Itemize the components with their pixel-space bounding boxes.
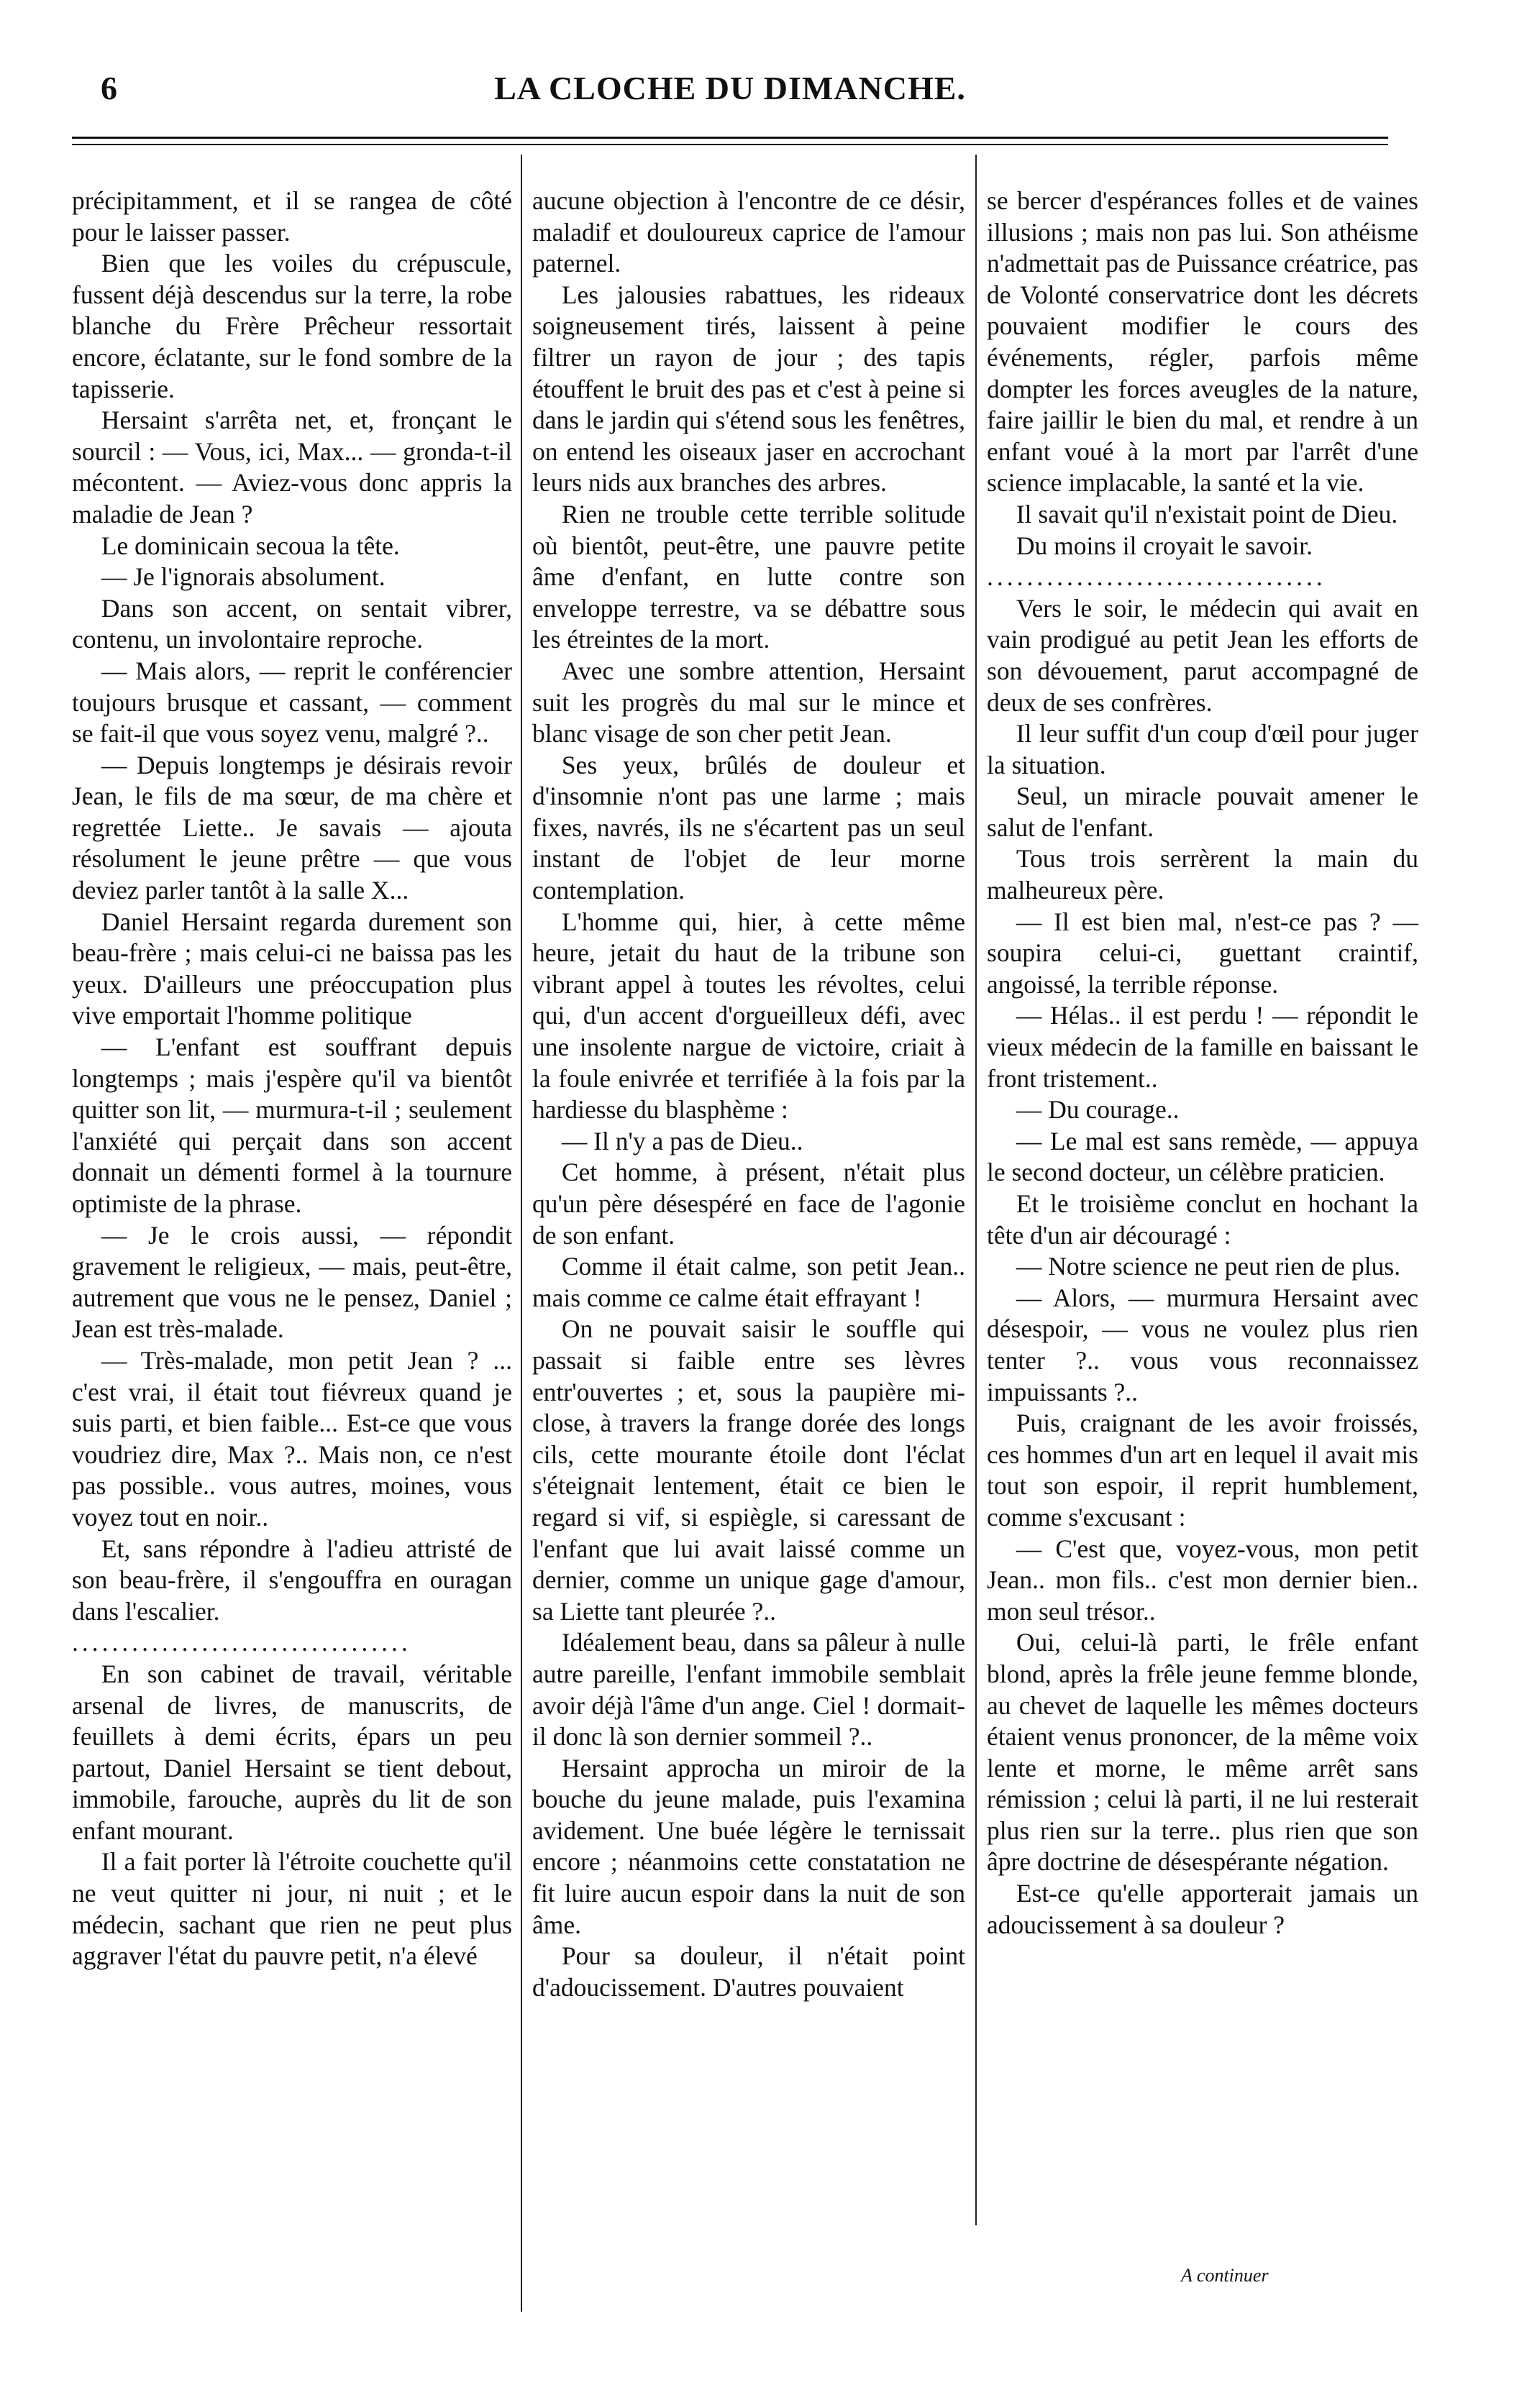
paragraph: — Il est bien mal, n'est-ce pas ? — soupira celui-ci, guettant craintif, angoissé, la terrible réponse. — [987, 907, 1418, 999]
paragraph: Pour sa douleur, il n'était point d'adoucissement. D'autres pouvaient — [532, 1941, 965, 2002]
paragraph: Rien ne trouble cette terrible solitude où bientôt, peut-être, une pauvre petite âme d'enfant, en lutte contre son enveloppe terrestre, va se débattre sous les étreintes de la mort. — [532, 499, 965, 654]
paragraph: L'homme qui, hier, à cette même heure, jetait du haut de la tribune son vibrant appel à toutes les révoltes, celui qui, d'un accent d'orgueilleux défi, avec une insolente nargue de victoire, criait à la foule enivrée et terrifiée à la fois par la hardiesse du blasphème : — [532, 907, 965, 1125]
paragraph: — Depuis longtemps je désirais revoir Jean, le fils de ma sœur, de ma chère et regrettée Liette.. Je savais — ajouta résolument le jeune prêtre — que vous deviez parler tantôt à la salle X... — [72, 750, 512, 905]
paragraph: Et le troisième conclut en hochant la tête d'un air découragé : — [987, 1189, 1418, 1250]
paragraph: Hersaint approcha un miroir de la bouche du jeune malade, puis l'examina avidement. Une buée légère le ternissait encore ; néanmoins cette constatation ne fit luire aucun espoir dans la nuit de son âme. — [532, 1753, 965, 1939]
paragraph: précipitamment, et il se rangea de côté pour le laisser passer. — [72, 186, 512, 247]
paragraph: Seul, un miracle pouvait amener le salut de l'enfant. — [987, 782, 1418, 842]
running-title: LA CLOCHE DU DIMANCHE. — [494, 70, 966, 106]
text-column-1 — [72, 186, 512, 1972]
header-rule-thick — [72, 137, 1388, 139]
paragraph: Cet homme, à présent, n'était plus qu'un père désespéré en face de l'agonie de son enfant. — [532, 1158, 965, 1250]
paragraph: Est-ce qu'elle apporterait jamais un adoucissement à sa douleur ? — [987, 1879, 1418, 1939]
paragraph: — L'enfant est souffrant depuis longtemps ; mais j'espère qu'il va bientôt quitter son lit, — murmura-t-il ; seulement l'anxiété qui perçait dans son accent donnait un démenti formel à la tournure optimiste de la phrase. — [72, 1033, 512, 1218]
paragraph: Hersaint s'arrêta net, et, fronçant le sourcil : — Vous, ici, Max... — gronda-t-il mécontent. — Aviez-vous donc appris la maladie de Jean ? — [72, 406, 512, 528]
paragraph: Comme il était calme, son petit Jean.. mais comme ce calme était effrayant ! — [532, 1252, 965, 1312]
continuation-note: A continuer — [1181, 2265, 1269, 2286]
paragraph: Oui, celui-là parti, le frêle enfant blond, après la frêle jeune femme blonde, au chevet de laquelle les mêmes docteurs étaient venus prononcer, de la même voix lente et morne, le même arrêt sans rémission ; celui là parti, il ne lui resterait plus rien sur la terre.. plus rien que son âpre doctrine de désespérante négation. — [987, 1628, 1418, 1877]
paragraph: Il savait qu'il n'existait point de Dieu. — [1016, 499, 1398, 528]
paragraph: Il a fait porter là l'étroite couchette qu'il ne veut quitter ni jour, ni nuit ; et le médecin, sachant que rien ne peut plus aggraver l'état du pauvre petit, n'a élevé — [72, 1847, 512, 1971]
paragraph: — C'est que, voyez-vous, mon petit Jean.. mon fils.. c'est mon dernier bien.. mon seul trésor.. — [987, 1534, 1418, 1626]
section-separator: .................................. — [987, 562, 1326, 592]
paragraph: Tous trois serrèrent la main du malheureux père. — [987, 844, 1418, 905]
paragraph: Le dominicain secoua la tête. — [101, 531, 400, 560]
paragraph: — Le mal est sans remède, — appuya le second docteur, un célèbre praticien. — [987, 1126, 1418, 1187]
page-number: 6 — [101, 70, 117, 106]
paragraph: Dans son accent, on sentait vibrer, contenu, un involontaire reproche. — [72, 593, 512, 654]
paragraph: Et, sans répondre à l'adieu attristé de son beau-frère, il s'engouffra en ouragan dans l'escalier. — [72, 1534, 512, 1626]
paragraph: Puis, craignant de les avoir froissés, ces hommes d'un art en lequel il avait mis tout son espoir, il reprit humblement, comme s'excusant : — [987, 1409, 1418, 1532]
header-rule-thin — [72, 144, 1388, 145]
paragraph: En son cabinet de travail, véritable arsenal de livres, de manuscrits, de feuillets à demi écrits, épars un peu partout, Daniel Hersaint se tient debout, immobile, farouche, auprès du lit de son enfant mourant. — [72, 1659, 512, 1845]
text-column-2 — [532, 186, 965, 2003]
paragraph: Idéalement beau, dans sa pâleur à nulle autre pareille, l'enfant immobile semblait avoir déjà l'âme d'un ange. Ciel ! dormait-il donc là son dernier sommeil ?.. — [532, 1628, 965, 1752]
paragraph: Bien que les voiles du crépuscule, fussent déjà descendus sur la terre, la robe blanche du Frère Prêcheur ressortait encore, éclatante, sur le fond sombre de la tapisserie. — [72, 249, 512, 403]
paragraph: Daniel Hersaint regarda durement son beau-frère ; mais celui-ci ne baissa pas les yeux. D'ailleurs une préoccupation plus vive emportait l'homme politique — [72, 907, 512, 1030]
paragraph: — Je l'ignorais absolument. — [101, 562, 386, 592]
paragraph: Vers le soir, le médecin qui avait en vain prodigué au petit Jean les efforts de son dévouement, parut accompagné de deux de ses confrères. — [987, 593, 1418, 717]
section-separator: .................................. — [72, 1628, 411, 1657]
column-divider-2 — [975, 155, 977, 2225]
paragraph: Du moins il croyait le savoir. — [1016, 531, 1313, 560]
paragraph: — Hélas.. il est perdu ! — répondit le vieux médecin de la famille en baissant le front tristement.. — [987, 1001, 1418, 1093]
paragraph: Ses yeux, brûlés de douleur et d'insomnie n'ont pas une larme ; mais fixes, navrés, ils ne s'écartent pas un seul instant de l'objet de leur morne contemplation. — [532, 750, 965, 905]
paragraph: — Mais alors, — reprit le conférencier toujours brusque et cassant, — comment se fait-il que vous soyez venu, malgré ?.. — [72, 656, 512, 749]
paragraph: — Du courage.. — [1016, 1095, 1180, 1125]
paragraph: Les jalousies rabattues, les rideaux soigneusement tirés, laissent à peine filtrer un rayon de jour ; des tapis étouffent le bruit des pas et c'est à peine si dans le jardin qui s'étend sous les fenêtres, on entend les oiseaux jaser en accrochant leurs nids aux branches des arbres. — [532, 280, 965, 498]
paragraph: — Je le crois aussi, — répondit gravement le religieux, — mais, peut-être, autrement que vous ne le pensez, Daniel ; Jean est très-malade. — [72, 1220, 512, 1344]
paragraph: — Notre science ne peut rien de plus. — [1016, 1252, 1401, 1281]
page-header — [72, 69, 1388, 127]
paragraph: — Très-malade, mon petit Jean ? ... c'est vrai, il était tout fiévreux quand je suis parti, et bien faible... Est-ce que vous voudriez dire, Max ?.. Mais non, ce n'est pas possible.. vous autres, moines, vous voyez tout en noir.. — [72, 1345, 512, 1532]
text-column-3 — [987, 186, 1418, 1941]
paragraph: On ne pouvait saisir le souffle qui passait si faible entre ses lèvres entr'ouvertes ; et, sous la paupière mi-close, à travers la frange dorée des longs cils, cette mourante étoile dont l'éclat s'éteignait lentement, était ce bien le regard si vif, si espiègle, si caressant de l'enfant que lui avait laissé comme un dernier, comme un unique gage d'amour, sa Liette tant pleurée ?.. — [532, 1314, 965, 1626]
paragraph: se bercer d'espérances folles et de vaines illusions ; mais non pas lui. Son athéisme n'admettait pas de Puissance créatrice, pas de Volonté conservatrice dont les décrets pouvaient modifier le cours des événements, régler, parfois même dompter les forces aveugles de la nature, faire jaillir le bien du mal, et rendre à un enfant voué à la mort par l'arrêt d'une science implacable, la santé et la vie. — [987, 186, 1418, 498]
paragraph: — Alors, — murmura Hersaint avec désespoir, — vous ne voulez plus rien tenter ?.. vous vous reconnaissez impuissants ?.. — [987, 1283, 1418, 1406]
paragraph: Il leur suffit d'un coup d'œil pour juger la situation. — [987, 719, 1418, 779]
paragraph: — Il n'y a pas de Dieu.. — [561, 1126, 803, 1155]
paragraph: aucune objection à l'encontre de ce désir, maladif et douloureux caprice de l'amour paternel. — [532, 186, 965, 278]
paragraph: Avec une sombre attention, Hersaint suit les progrès du mal sur le mince et blanc visage de son cher petit Jean. — [532, 656, 965, 749]
column-divider-1 — [521, 155, 522, 2312]
